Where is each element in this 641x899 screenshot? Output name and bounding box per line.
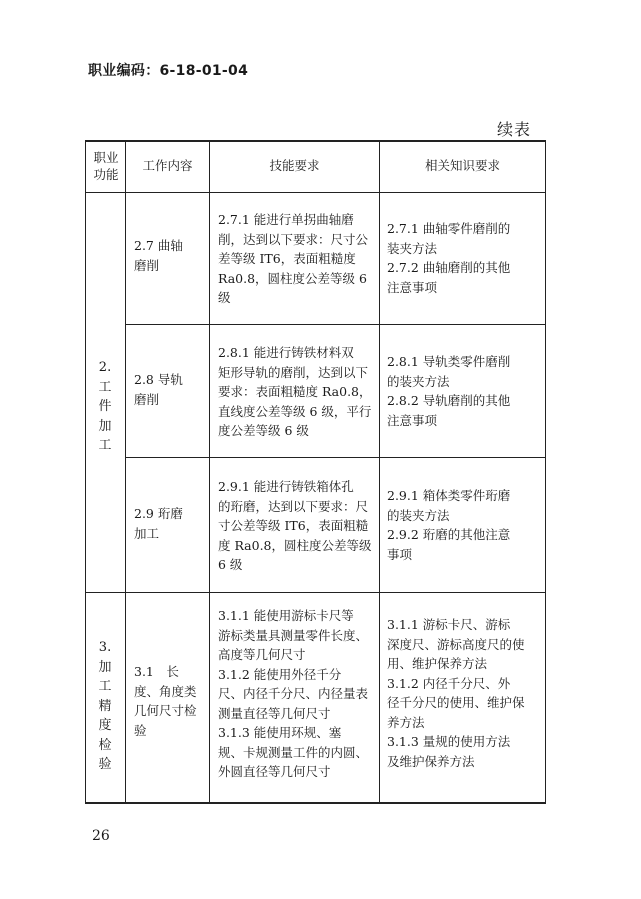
content-cell: 2.7 曲轴 磨削 — [134, 238, 183, 273]
table-top-rule — [85, 140, 546, 142]
row-rule — [125, 457, 546, 458]
header-skills: 技能要求 — [269, 158, 320, 173]
col-rule — [125, 140, 126, 804]
col-rule — [379, 140, 380, 804]
knowledge-cell: 2.8.1 导轨类零件磨削 的装夹方法 2.8.2 导轨磨削的其他 注意事项 — [387, 354, 511, 428]
header-content: 工作内容 — [142, 158, 193, 173]
skills-table — [85, 140, 546, 804]
knowledge-cell: 3.1.1 游标卡尺、游标 深度尺、游标高度尺的使 用、维护保养方法 3.1.2 内径千分尺、外 径千分尺的使用、维护保 养方法 3.1.3 量规的使用方法 及维护保养方法 — [387, 617, 525, 769]
content-cell: 2.9 珩磨 加工 — [134, 506, 183, 541]
occupation-code: 职业编码：6-18-01-04 — [88, 63, 249, 79]
header-function-line2: 功能 — [93, 167, 119, 182]
knowledge-cell: 2.9.1 箱体类零件珩磨 的装夹方法 2.9.2 珩磨的其他注意 事项 — [387, 488, 511, 562]
page-number: 26 — [92, 828, 110, 844]
continued-label: 续表 — [497, 120, 532, 139]
skill-cell: 2.8.1 能进行铸铁材料双 矩形导轨的磨削，达到以下 要求：表面粗糙度 Ra0.8， 直线度公差等级 6 级，平行 度公差等级 6 级 — [218, 345, 372, 438]
row-rule — [125, 324, 546, 325]
skill-cell: 2.7.1 能进行单拐曲轴磨 削，达到以下要求：尺寸公 差等级 IT6，表面粗糙度 Ra0.8，圆柱度公差等级 6 级 — [218, 212, 369, 305]
function-precision-inspection: 3. 加 工 精 度 检 验 — [98, 640, 112, 772]
function-work-processing: 2. 工 件 加 工 — [98, 360, 112, 453]
header-rule — [85, 192, 546, 193]
group-rule — [85, 592, 546, 593]
table-right-rule — [545, 140, 546, 804]
skill-cell: 3.1.1 能使用游标卡尺等 游标类量具测量零件长度、 高度等几何尺寸 3.1.2 能使用外径千分 尺、内径千分尺、内径量表 测量直径等几何尺寸 3.1.3 能使用环规、塞 规、卡规测量工件的内圆、 外圆直径等几何尺寸 — [218, 608, 369, 779]
header-function-line1: 职业 — [93, 150, 119, 165]
knowledge-cell: 2.7.1 曲轴零件磨削的 装夹方法 2.7.2 曲轴磨削的其他 注意事项 — [387, 221, 511, 295]
table-bottom-rule — [85, 802, 546, 804]
header-knowledge: 相关知识要求 — [424, 158, 500, 173]
header-function — [87, 149, 125, 183]
col-rule — [209, 140, 210, 804]
content-cell: 3.1 长 度、角度类 几何尺寸检 验 — [134, 664, 197, 738]
skill-cell: 2.9.1 能进行铸铁箱体孔 的珩磨，达到以下要求：尺 寸公差等级 IT6，表面粗糙 度 Ra0.8，圆柱度公差等级 6 级 — [218, 479, 372, 572]
content-cell: 2.8 导轨 磨削 — [134, 372, 183, 407]
table-left-rule — [85, 140, 86, 804]
